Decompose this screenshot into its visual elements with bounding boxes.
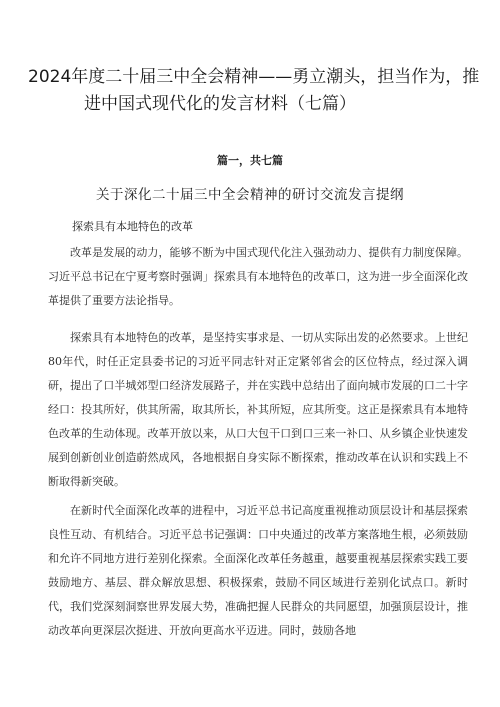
part-heading: 篇一，共七篇 — [217, 154, 283, 167]
main-title-line-1: 2024年度二十届三中全会精神——勇立潮头，担当作为，推 — [28, 67, 480, 87]
paragraph-1: 改革是发展的动力，能够不断为中国式现代化注入强劲动力、提供有力制度保障。习近平总书记在宁夏考察时强调」探索具有本地特色的改革口，这为进一步全面深化改革提供了重要方法论指导。 — [48, 246, 468, 307]
speech-subtitle: 关于深化二十届三中全会精神的研讨交流发言提纲 — [96, 187, 404, 203]
main-title-line-2: 进中国式现代化的发言材料（七篇） — [84, 94, 356, 114]
paragraph-2: 探索具有本地特色的改革，是坚持实事求是、一切从实际出发的必然要求。上世纪80年代，时任正定县委书记的习近平同志针对正定紧邻省会的区位特点，经过深入调研，提出了口半城郊型口经济发展路子，并在实践中总结出了面向城市发展的口二十字经口：投其所好，供其所需，取其所长，补其所短，应其所变。这正是探索具有本地特色改革的生动体现。改革开放以来，从口大包干口到口三来一补口、从乡镇企业快速发展到创新创业创造蔚然成风，各地根据自身实际不断探索，推动改革在认识和实践上不断取得新突破。 — [48, 331, 468, 488]
section-title: 探索具有本地特色的改革 — [72, 220, 193, 233]
paragraph-3: 在新时代全面深化改革的进程中，习近平总书记高度重视推动顶层设计和基层探索良性互动、有机结合。习近平总书记强调：口中央通过的改革方案落地生根，必须鼓励和允许不同地方进行差别化探索。全面深化改革任务越重，越要重视基层探索实践工要鼓励地方、基层、群众解放思想、积极探索，鼓励不同区域进行差别化试点口。新时代，我们党深刻洞察世界发展大势，准确把握人民群众的共同愿望，加强顶层设计，推动改革向更深层次挺进、开放向更高水平迈进。同时，鼓励各地 — [48, 504, 468, 637]
main-title — [28, 64, 480, 118]
